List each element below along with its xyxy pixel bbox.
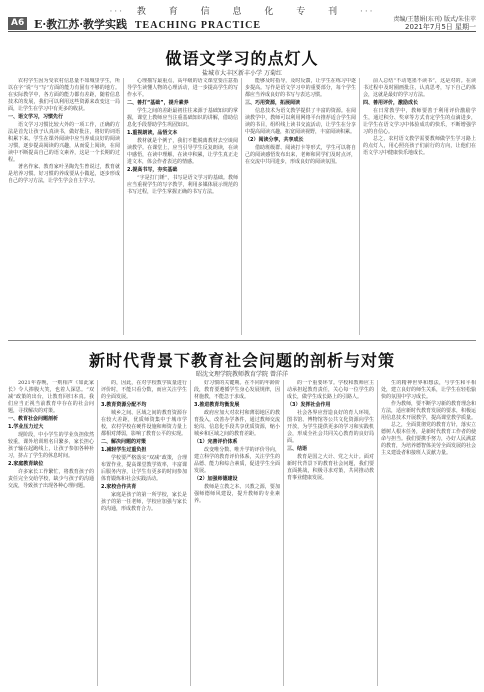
paragraph: 社会各界应营造良好的育人环境，图书馆、博物馆等公共文化资源向学生开放，为学生提供更多的学习和实践机会，形成全社会共同关心教育的良好局面。 xyxy=(287,410,374,444)
page-number-badge: A6 xyxy=(8,17,27,30)
subheading: 1.重视朗读，品悟文本 xyxy=(127,130,178,136)
paragraph: 改变唯分数、唯升学的评价导向，建立科学的教育评价体系，关注学生的品德、能力和综合素质，促进学生全面发展。 xyxy=(194,447,280,474)
paragraph: 教师是立教之本、兴教之源，要加强师德师风建设，提升教师的专业素养。 xyxy=(194,484,280,504)
article2-byline: 昭沈文理学院教师教育学院 曾洋洋 xyxy=(196,371,288,378)
paragraph: 总之，农村语文教学需要教师做学生学习路上的点灯人，用心照亮孩子们前行的方向，让他们在语文学习中健康快乐地成长。 xyxy=(363,136,476,156)
paragraph: 农村学生因为受农村信息量不如城里学生，所以在字“说”与“写”方面的能力有固有不够的地方。在实际教学中，各方面的能力都有差距，随着信息技术的发展，我们可以利用这些资源来改变这一局面，让学生在学习中有更多的收获。 xyxy=(8,78,120,112)
article1-column-3 xyxy=(245,78,356,335)
paragraph: 著名作家、教育家叶圣陶先生曾说过，教育就是培养习惯。好习惯的养成要从小做起，逐步形成自己的学习方法，让学生学会自主学习。 xyxy=(8,164,120,184)
subheading: 2.提高书写，夯实基础 xyxy=(127,167,178,173)
paragraph: 信息技术为语文教学提供了丰富的资源。在阅读教学中，教师可以利用网络平台推荐适合学生阅读的书目，组织线上读书交流活动，让学生在分享中提高阅读兴趣，拓宽阅读视野，丰富阅读积累。 xyxy=(245,108,356,135)
subheading: 1.学业压力过大 xyxy=(8,424,44,430)
paragraph: 教育是国之大计、党之大计。面对新时代背景下的教育社会问题，我们要直面挑战，积极寻求对策，共同推动教育事业健康发展。 xyxy=(287,454,374,481)
subheading: 2.家庭教育缺位 xyxy=(8,461,44,467)
column-divider xyxy=(377,380,378,686)
article2-column-2 xyxy=(101,380,187,686)
article2-column-5 xyxy=(381,380,476,686)
subheading: 三、巧用资源，拓展阅读 xyxy=(245,100,301,106)
subheading: 3.推进教育均衡发展 xyxy=(194,402,240,408)
paragraph: 的，因此，在对学校教学质量进行评价时，不能只看分数，而应关注学生的全面发展。 xyxy=(101,380,187,400)
subheading: 二、善打“基础”，提升素养 xyxy=(127,100,189,106)
paragraph: 现阶段，中小学生的学业负担依然较重，课外培训班名目繁多，家长担心孩子输在起跑线上，让孩子参加各种补习，挤占了学生的休息时间。 xyxy=(8,432,94,459)
paragraph: 政府应加大对农村和薄弱地区的教育投入，改善办学条件，通过教师交流轮岗、信息化手段共享优质资源，缩小城乡和区域之间的教育差距。 xyxy=(194,410,280,437)
paragraph: 学校要严格落实“双减”政策，合理布置作业，提高课堂教学效率，丰富课后服务内容，让学生有更多的时间参加体育锻炼和社会实践活动。 xyxy=(101,455,187,482)
header-meta xyxy=(393,16,476,31)
subheading: 1.减轻学生过重负担 xyxy=(101,447,147,453)
paragraph: 好习惯的关键期。在不同的年龄阶段，教育要遵循学生身心发展规律，因材施教，不能急于求成。 xyxy=(194,380,280,400)
editor-line: 责编/王慧娟(东刊) 版式/朱佳苹 xyxy=(393,16,476,23)
subheading: 3.教育资源分配不均 xyxy=(101,402,147,408)
banner-deco-left: ··· xyxy=(109,7,125,17)
column-divider xyxy=(190,380,191,686)
article1-column-4 xyxy=(363,78,476,335)
subheading: 一、语文学习，习惯先行 xyxy=(8,114,64,120)
paragraph: 借助班级群、阅读打卡等形式，学生可以将自己的阅读感悟发布出来，老师和同学们及时点评，在交流中共同进步，形成良好的阅读氛围。 xyxy=(245,145,356,165)
paragraph: 在日常教学中，教师要善于利用评价激励学生，通过积分、奖章等方式肯定学生的点滴进步，让学生在语文学习中体验成功的快乐，不断增强学习的自信心。 xyxy=(363,108,476,135)
subheading: 二、解决问题的对策 xyxy=(101,439,147,445)
article1-byline: 盐城市大丰区新丰小学 万菊红 xyxy=(202,70,282,77)
column-divider xyxy=(359,78,360,335)
column-title-en: TEACHING PRACTICE xyxy=(134,20,262,31)
banner-deco-right: ··· xyxy=(359,7,375,17)
paragraph: 总之，全面贯彻党的教育方针，落实立德树人根本任务，是新时代教育工作者的使命与担当。我们要携手努力，办好人民满意的教育，为培养德智体美劳全面发展的社会主义建设者和接班人贡献力量。 xyxy=(381,422,476,456)
article2-column-4 xyxy=(287,380,374,686)
issue-date: 2021年7月5日 星期一 xyxy=(405,22,476,31)
paragraph: 学生之间的差距最初往往来源于基础知识的掌握，课堂上教师应当注重基础知识的讲解，借助信息化手段帮助学生巩固知识。 xyxy=(127,108,238,128)
article-separator xyxy=(8,340,476,341)
paragraph: 的一个重要环节。学校和教师应主动承担起教育责任，关心每一位学生的成长，做学生成长路上的引路人。 xyxy=(287,380,374,400)
column-divider xyxy=(97,380,98,686)
paragraph: 能够及时指导，及时反馈，让学生在练习中逐步提高。写作是语文学习中的重要部分，每个学生都应当养成良好的书写与表达习惯。 xyxy=(245,78,356,98)
paragraph: 家庭是孩子的第一所学校，家长是孩子的第一任老师，学校应加强与家长的沟通，形成教育合力。 xyxy=(101,492,187,512)
article1-column-1 xyxy=(8,78,120,335)
subheading: 三、结语 xyxy=(287,446,308,452)
subheading: （1）完善评价体系 xyxy=(194,439,238,445)
paragraph: 心理描写最重点，高年级的语文课堂要注意指导学生读懂人物的心理活动，进一步提高学生的写作水平。 xyxy=(127,78,238,98)
article1-column-2 xyxy=(127,78,238,335)
article2-title: 新时代背景下教育社会问题的剖析与对策 xyxy=(88,351,395,370)
subheading: 2.家校合作共育 xyxy=(101,484,137,490)
paragraph: 许多家长工作繁忙，将教育孩子的责任完全交给学校，缺少与孩子的沟通交流，导致孩子出现各种心理问题。 xyxy=(8,469,94,489)
paragraph: 作为教师，要不断学习新的教育理念和方法，适应新时代教育发展的要求，积极运用信息技术开展教学，提高课堂教学质量。 xyxy=(381,401,476,421)
column-title-cn: E·教江苏·教学实践 xyxy=(34,18,128,31)
paragraph: 前人总结“不动笔墨不读书”，这是对的。在读书过程中及时圈画批注，认真思考，写下自己的体会，这就是最好的学习方法。 xyxy=(363,78,476,98)
column-divider xyxy=(241,78,242,335)
subheading: （3）发挥社会作用 xyxy=(287,402,331,408)
column-title xyxy=(34,16,261,32)
column-divider xyxy=(123,78,124,335)
subheading: （2）阅读分享，共享成长 xyxy=(245,137,304,143)
subheading: （2）加强师德建设 xyxy=(194,476,238,482)
subheading: 一、教育社会问题剖析 xyxy=(8,416,59,422)
section-name: 教 育 信 息 化 专 刊 xyxy=(136,7,348,17)
paragraph: “字是打门锤”，书写是语文学习的基础。教师应当重视学生的写字教学，利用多媒体展示规范的书写过程，让学生掌握正确的书写方法。 xyxy=(127,175,238,195)
paragraph: 生的精神世界和想法，与学生和平相处，建立良好的师生关系，让学生在轻松愉快的氛围中学习成长。 xyxy=(381,380,476,400)
article2-column-1 xyxy=(8,380,94,686)
paragraph: 2021年春晚，一则相声《如此家长》令人捧腹大笑，也着人深思。“双减”政策的出台，让教育回归本真。我们应当正视当前教育中存在的社会问题，寻找解决的对策。 xyxy=(8,380,94,414)
article2-column-3 xyxy=(194,380,280,686)
paragraph: 城乡之间、区域之间的教育资源存在较大差距，优质师资集中于城市学校，农村学校在硬件设施和师资力量上都相对薄弱，影响了教育公平的实现。 xyxy=(101,410,187,437)
column-divider xyxy=(283,380,284,686)
paragraph: 教材就是个例子，我们不能脱离教材去空谈阅读教学。在课堂上，应当引导学生反复朗读，在读中感悟，在读中理解，在读中积累，让学生真正走进文本，体会作者表达的情感。 xyxy=(127,138,238,165)
article1-title: 做语文学习的点灯人 xyxy=(165,49,319,68)
paragraph: 语文学习习惯比较大外的一项工作，正确的方法是首先让孩子认真读书，做好批注，将好的词语积累下来。学生在课外阅读中应当养成良好的阅读习惯，逐步提高阅读的兴趣，从而爱上阅读，在阅读中不断提高自己的语文素养，这是一个长期的过程。 xyxy=(8,122,120,163)
page-header xyxy=(8,16,476,32)
subheading: 四、善用评价，激励成长 xyxy=(363,100,419,106)
